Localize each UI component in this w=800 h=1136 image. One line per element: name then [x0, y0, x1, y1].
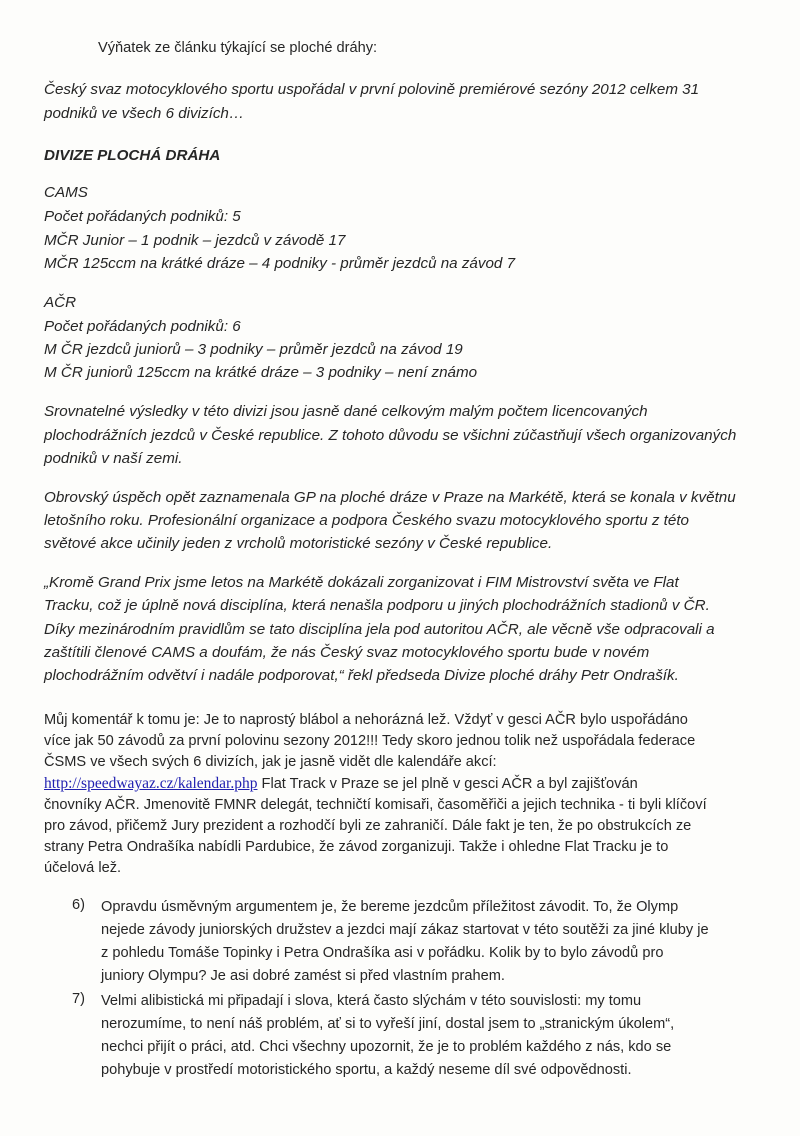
acr-line: M ČR juniorů 125ccm na krátké dráze – 3 podniky – není známo [44, 364, 478, 381]
quote-line: Díky mezinárodním pravidlům se tato disciplína jela pod autoritou AČR, ale věcně vše odpracovali a [44, 621, 715, 638]
paragraph-1-line: Srovnatelné výsledky v této divizi jsou jasně dané celkovým malým počtem licencovaných [44, 403, 648, 420]
comment-line: Můj komentář k tomu je: Je to naprostý blábol a nehorázná lež. Vždyť v gesci AČR bylo uspořádáno [44, 712, 688, 728]
acr-name: AČR [44, 294, 77, 311]
cams-line: MČR Junior – 1 podnik – jezdců v závodě 17 [44, 232, 346, 249]
paragraph-1-line: plochodrážních jezdců v České republice. Z tohoto důvodu se všichni zúčastňují všech organizovaných [44, 427, 737, 444]
paragraph-2-line: Obrovský úspěch opět zaznamenala GP na ploché dráze v Praze na Markétě, která se konala v květnu [44, 489, 736, 506]
cams-line: MČR 125ccm na krátké dráze – 4 podniky - průměr jezdců na závod 7 [44, 255, 516, 272]
comment-line-with-link [44, 773, 638, 795]
comment-line: účelová lež. [44, 860, 122, 876]
point-line: nerozumíme, to není náš problém, ať si to vyřeší jiní, dostal jsem to „stranickým úkolem“, [101, 1016, 675, 1032]
point-number: 7) [72, 991, 85, 1007]
calendar-link[interactable]: http://speedwayaz.cz/kalendar.php [44, 775, 258, 792]
quote-line: Tracku, což je úplně nová disciplína, která nenašla podporu u jiných plochodrážních stadionů v ČR. [44, 597, 710, 614]
quote-line: plochodrážním odvětví i nadále podporovat,“ řekl předseda Divize ploché dráhy Petr Ondrašík. [44, 667, 679, 684]
point-line: nechci přijít o práci, atd. Chci všechny upozornit, že je to problém každého z nás, kdo se [101, 1039, 672, 1055]
comment-line: strany Petra Ondrašíka nabídli Pardubice, že závod zorganizuji. Takže i ohledne Flat Tracku je to [44, 839, 669, 855]
point-line: Opravdu úsměvným argumentem je, že bereme jezdcům příležitost závodit. To, že Olymp [101, 899, 679, 915]
point-line: Velmi alibistická mi připadají i slova, která často slýchám v této souvislosti: my tomu [101, 993, 642, 1009]
quote-line: zaštítili členové CAMS a doufám, že nás Český svaz motocyklového sportu bude v novém [44, 644, 650, 661]
point-line: nejede závody juniorských družstev a jezdci mají zákaz startovat v této soutěži za jiné kluby je [101, 922, 709, 938]
quote-line: „Kromě Grand Prix jsme letos na Markétě dokázali zorganizovat i FIM Mistrovství světa ve Flat [44, 574, 679, 591]
comment-line-rest: Flat Track v Praze se jel plně v gesci AČR a byl zajišťován [257, 776, 638, 792]
point-line: z pohledu Tomáše Topinky i Petra Ondrašíka asi v pořádku. Kolik by to bylo závodů pro [101, 945, 664, 961]
comment-line: pro závod, přičemž Jury prezident a rozhodčí byli ze zahraničí. Dále fakt je ten, že po obstrukcích ze [44, 818, 692, 834]
division-title: DIVIZE PLOCHÁ DRÁHA [44, 147, 221, 164]
point-number: 6) [72, 897, 85, 913]
intro-line-1: Český svaz motocyklového sportu uspořádal v první polovině premiérové sezóny 2012 celkem 31 [44, 81, 700, 98]
comment-line: více jak 50 závodů za první polovinu sezony 2012!!! Tedy skoro jednou tolik než uspořádala federace [44, 733, 696, 749]
intro-line-2: podniků ve všech 6 divizích… [44, 105, 245, 122]
paragraph-2-line: světové akce učinily jeden z vrcholů motoristické sezóny v České republice. [44, 535, 553, 552]
excerpt-heading: Výňatek ze článku týkající se ploché dráhy: [98, 40, 378, 56]
point-line: juniory Olympu? Je asi dobré zamést si před vlastním prahem. [101, 968, 505, 984]
point-line: pohybuje v prostředí motoristického sportu, a každý neseme díl své odpovědnosti. [101, 1062, 632, 1078]
paragraph-1-line: podniků v naší zemi. [44, 450, 183, 467]
comment-line: čnovníky AČR. Jmenovitě FMNR delegát, techničtí komisaři, časoměřiči a jejich technika - ti byli klíčoví [44, 797, 707, 813]
cams-line: Počet pořádaných podniků: 5 [44, 208, 241, 225]
acr-line: M ČR jezdců juniorů – 3 podniky – průměr jezdců na závod 19 [44, 341, 463, 358]
paragraph-2-line: letošního roku. Profesionální organizace a podpora Českého svazu motocyklového sportu z této [44, 512, 690, 529]
acr-line: Počet pořádaných podniků: 6 [44, 318, 241, 335]
cams-name: CAMS [44, 184, 88, 201]
comment-line: ČSMS ve všech svých 6 divizích, jak je jasně vidět dle kalendáře akcí: [44, 754, 497, 770]
